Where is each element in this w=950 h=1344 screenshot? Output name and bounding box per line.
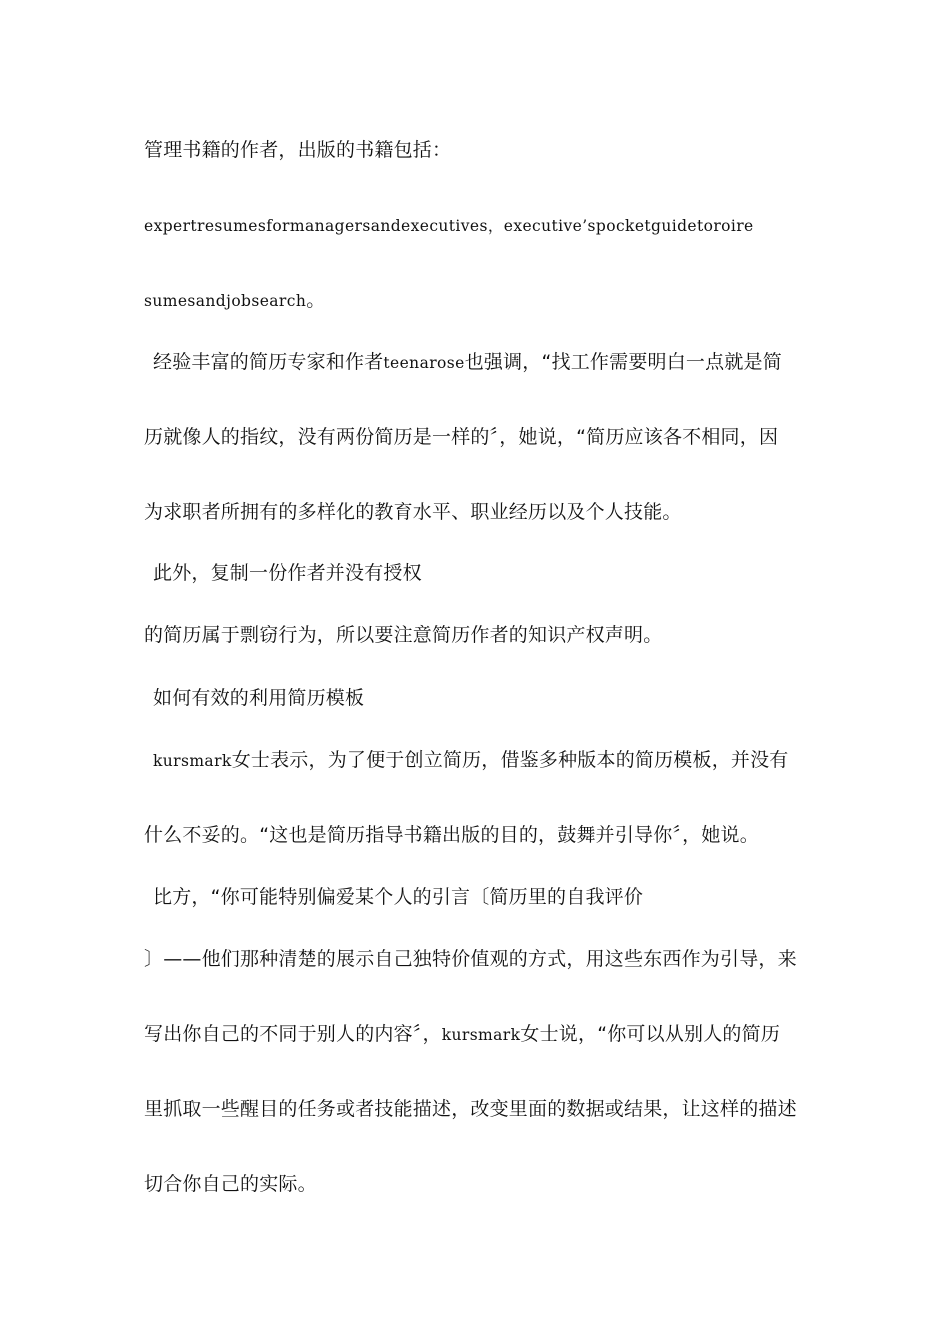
text-segment: 写出你自己的不同于别人的内容〞，	[144, 1023, 442, 1045]
text-line	[153, 748, 789, 773]
text-segment: 经验丰富的简历专家和作者	[153, 351, 384, 373]
text-line	[144, 213, 754, 238]
text-line	[144, 947, 797, 971]
text-line	[153, 561, 422, 585]
text-line	[144, 288, 325, 313]
text-line	[153, 885, 643, 909]
text-line	[144, 623, 662, 647]
text-segment: 的简历属于剽窃行为，所以要注意简历作者的知识产权声明。	[144, 624, 663, 646]
text-line	[144, 1022, 780, 1047]
text-segment: kursmark	[441, 1026, 521, 1044]
text-line	[144, 425, 778, 449]
text-segment: expertresumesformanagersandexecutives，executive’spocketguidetoroire	[144, 217, 754, 235]
text-segment: 。	[306, 289, 326, 311]
text-line	[144, 500, 682, 524]
text-segment: 切合你自己的实际。	[144, 1173, 317, 1195]
section-heading	[153, 686, 364, 710]
text-line	[144, 823, 759, 847]
text-segment: kursmark	[153, 752, 232, 770]
text-segment: 比方，“你可能特别偏爱某个人的引言〔简历里的自我评价	[153, 886, 644, 908]
text-line	[144, 1172, 317, 1196]
text-segment: 里抓取一些醒目的任务或者技能描述，改变里面的数据或结果，让这样的描述	[144, 1098, 797, 1120]
text-segment: 女士表示，为了便于创立简历，借鉴多种版本的简历模板，并没有	[231, 749, 789, 771]
text-segment: 也强调，“找工作需要明白一点就是简	[464, 351, 782, 373]
text-segment: teenarose	[383, 354, 465, 372]
text-segment: 〕——他们那种清楚的展示自己独特价值观的方式，用这些东西作为引导，来	[144, 948, 797, 970]
text-line	[144, 1097, 797, 1121]
text-segment: 此外，复制一份作者并没有授权	[153, 562, 422, 584]
text-segment: 为求职者所拥有的多样化的教育水平、职业经历以及个人技能。	[144, 501, 682, 523]
text-line	[144, 138, 451, 162]
text-segment: 如何有效的利用简历模板	[153, 687, 365, 709]
text-segment: 管理书籍的作者，出版的书籍包括：	[144, 139, 452, 161]
text-segment: 历就像人的指纹，没有两份简历是一样的〞，她说，“简历应该各不相同，因	[144, 426, 779, 448]
text-line	[153, 350, 782, 375]
text-segment: 什么不妥的。“这也是简历指导书籍出版的目的，鼓舞并引导你〞，她说。	[144, 824, 759, 846]
text-segment: 女士说，“你可以从别人的简历	[520, 1023, 781, 1045]
text-segment: sumesandjobsearch	[144, 292, 307, 310]
